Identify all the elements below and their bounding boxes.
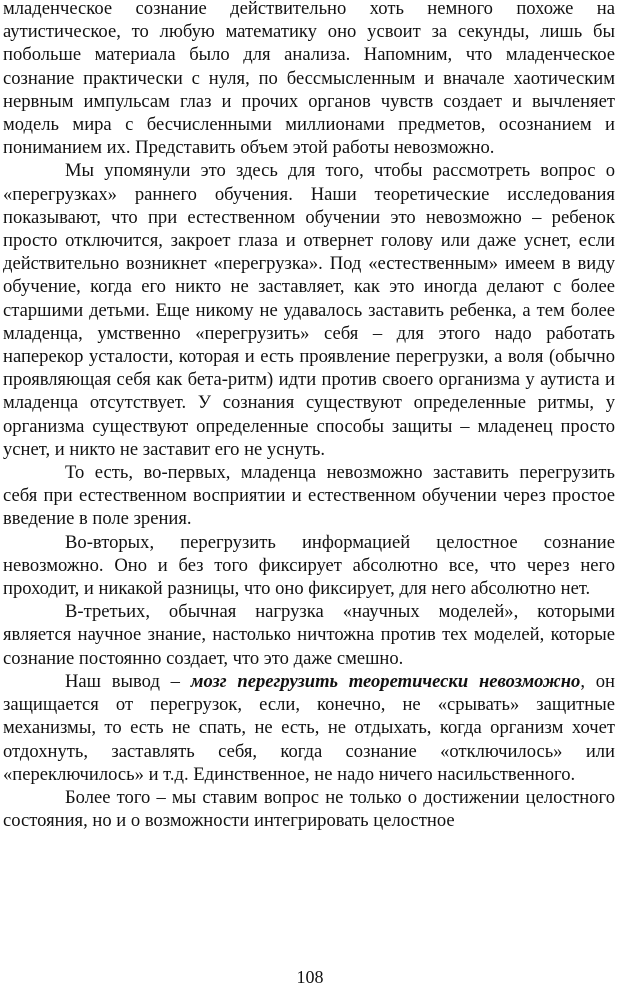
paragraph-moreover: Более того – мы ставим вопрос не только о достижении целостного состояния, но и о возможности интегрировать целостное (3, 786, 615, 832)
paragraph-conclusion (3, 670, 615, 786)
paragraph-continuation: младенческое сознание действительно хоть немного похоже на аутистическое, то любую математику оно усвоит за секунды, лишь бы побольше материала было для анализа. Напомним, что младенческое сознание практически с нуля, по бессмысленным и вначале хаотическим нервным импульсам глаз и прочих органов чувств создает и вычленяет модель мира с бесчисленными миллионами предметов, осознанием и пониманием их. Представить объем этой работы невозможно. (3, 0, 615, 159)
paragraph-secondly: Во-вторых, перегрузить информацией целостное сознание невозможно. Оно и без того фиксирует абсолютно все, что через него проходит, и никакой разницы, что оно фиксирует, для него абсолютно нет. (3, 531, 615, 600)
paragraph-firstly: То есть, во-первых, младенца невозможно заставить перегрузить себя при естественном восприятии и естественном обучении через простое введение в поле зрения. (3, 462, 615, 530)
conclusion-lead: Наш вывод – (65, 670, 191, 692)
conclusion-rest: , он защищается от перегрузок, если, конечно, не «срывать» защитные механизмы, то есть не спать, не есть, не отдыхать, когда организм хочет отдохнуть, заставлять себя, когда сознание «отключилось» или «переключилось» и т.д. Единственное, не надо ничего насильственного. (3, 670, 615, 785)
conclusion-emphasis: мозг перегрузить теоретически невозможно (190, 670, 581, 692)
page-number: 108 (296, 967, 324, 987)
paragraph-overload: Мы упомянули это здесь для того, чтобы рассмотреть вопрос о «перегрузках» раннего обучения. Наши теоретические исследования показывают, что при естественном обучении это невозможно – ребенок просто отключится, закроет глаза и отвернет голову или даже уснет, если действительно возникнет «перегрузка». Под «естественным» имеем в виду обучение, когда его никто не заставляет, как это иногда делают с более старшими детьми. Еще никому не удавалось заставить ребенка, а тем более младенца, умственно «перегрузить» себя – для этого надо работать наперекор усталости, которая и есть проявление перегрузки, а воля (обычно проявляющая себя как бета-ритм) идти против своего организма у аутиста и младенца отсутствует. У сознания существуют определенные ритмы, у организма существуют определенные способы защиты – младенец просто уснет, и никто не заставит его не уснуть. (3, 160, 615, 460)
page-text (3, 0, 615, 832)
paragraph-thirdly: В-третьих, обычная нагрузка «научных моделей», которыми является научное знание, настолько ничтожна против тех моделей, которые сознание постоянно создает, что это даже смешно. (3, 601, 615, 669)
